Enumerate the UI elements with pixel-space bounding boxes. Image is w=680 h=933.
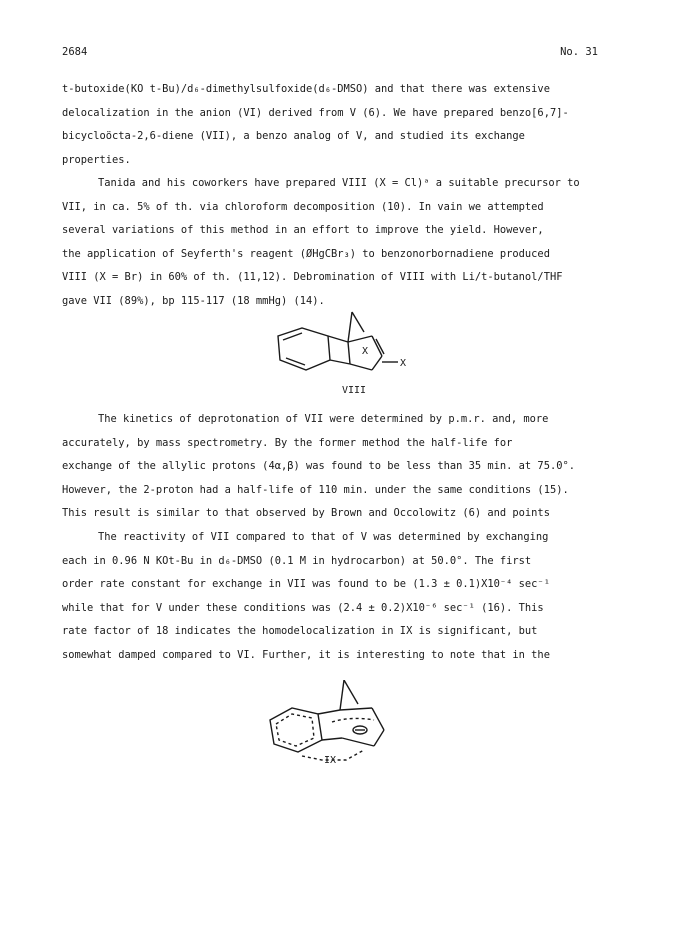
text-line: The kinetics of deprotonation of VII were determined by p.m.r. and, more: [98, 413, 549, 425]
text-line: somewhat damped compared to VI. Further, it is interesting to note that in the: [62, 648, 550, 661]
text-line: delocalization in the anion (VI) derived from V (6). We have prepared benzo[6,7]-: [62, 106, 569, 119]
issue-number: No. 31: [560, 46, 598, 58]
text-line: several variations of this method in an effort to improve the yield. However,: [62, 224, 544, 236]
text-line: VII, in ca. 5% of th. via chloroform decomposition (10). In vain we attempted: [62, 200, 544, 213]
atom-label-x: X: [362, 346, 369, 357]
atom-label-x: X: [400, 358, 407, 369]
paragraph-1: [62, 78, 622, 172]
text-line: Tanida and his coworkers have prepared VIII (X = Cl)ᵃ a suitable precursor to: [98, 177, 580, 189]
text-line: rate factor of 18 indicates the homodelocalization in IX is significant, but: [62, 625, 538, 637]
structure-viii-drawing: [250, 308, 430, 388]
text-line: each in 0.96 N KOt-Bu in d₆-DMSO (0.1 M in hydrocarbon) at 50.0°. The first: [62, 554, 532, 567]
text-line: The reactivity of VII compared to that of V was determined by exchanging: [98, 531, 549, 543]
text-line: order rate constant for exchange in VII was found to be (1.3 ± 0.1)X10⁻⁴ sec⁻¹: [62, 578, 550, 590]
text-line: However, the 2-proton had a half-life of 110 min. under the same conditions (15).: [62, 483, 569, 496]
text-line: This result is similar to that observed by Brown and Occolowitz (6) and points: [62, 507, 550, 519]
figure-label-ix: IX: [323, 755, 337, 766]
figure-label-viii: VIII: [341, 385, 367, 396]
text-line: t-butoxide(KO t-Bu)/d₆-dimethylsulfoxide(d₆-DMSO) and that there was extensive: [62, 83, 550, 95]
text-line: gave VII (89%), bp 115-117 (18 mmHg) (14).: [62, 294, 325, 307]
text-line: the application of Seyferth's reagent (ØHgCBr₃) to benzonorbornadiene produced: [62, 247, 550, 260]
text-line: while that for V under these conditions was (2.4 ± 0.2)X10⁻⁶ sec⁻¹ (16). This: [62, 601, 544, 614]
text-line: VIII (X = Br) in 60% of th. (11,12). Debromination of VIII with Li/t-butanol/THF: [62, 271, 563, 283]
paragraph-4: [62, 526, 622, 667]
text-line: exchange of the allylic protons (4α,β) was found to be less than 35 min. at 75.0°.: [62, 460, 575, 472]
page-number: 2684: [62, 46, 88, 58]
structure-viii: [250, 308, 430, 388]
text-line: bicycloöcta-2,6-diene (VII), a benzo analog of V, and studied its exchange: [62, 130, 525, 142]
paragraph-3: [62, 408, 622, 526]
text-line: properties.: [62, 153, 131, 166]
text-line: accurately, by mass spectrometry. By the former method the half-life for: [62, 436, 513, 449]
paragraph-2: [62, 172, 622, 313]
